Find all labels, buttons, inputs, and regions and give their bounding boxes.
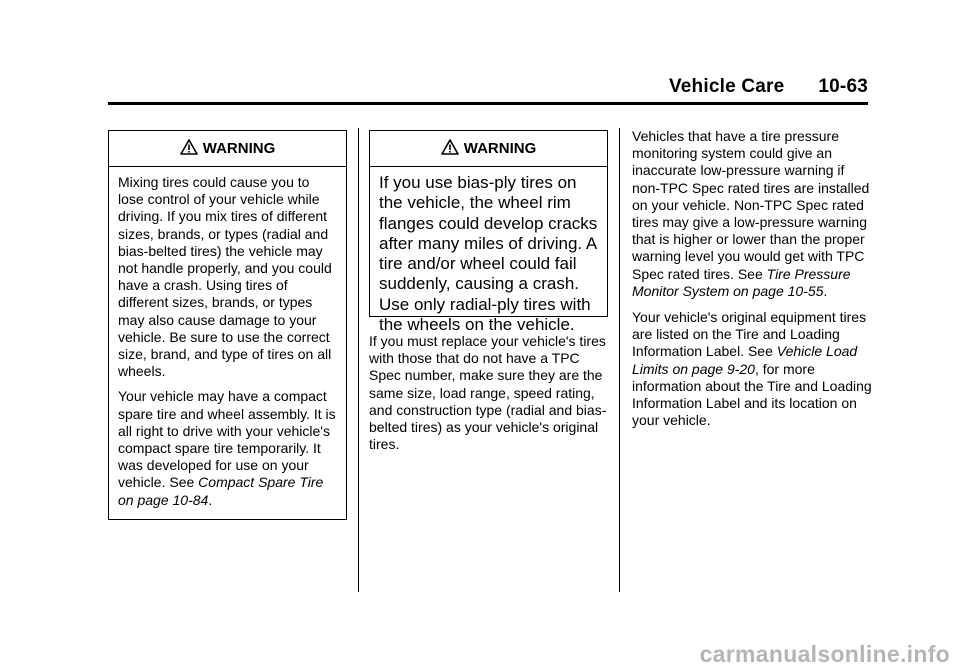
warning-box-1-body	[109, 167, 346, 509]
warning-box-2	[369, 130, 608, 335]
column-3-para-1-end: .	[823, 282, 828, 299]
section-title: Vehicle Care	[668, 76, 785, 97]
column-3-para-1-text: Vehicles that have a tire pressure monitoring system could give an inaccurate low-pressure warning if non-TPC Spec rated tires are installed on your vehicle. Non-TPC Spec rated tires may give a low-pressure warning that is higher or lower than the proper warning level you would get with TPC Spec rated tires. See	[632, 128, 870, 282]
warning-box-1	[108, 130, 347, 520]
column-3-text	[632, 128, 872, 438]
column-divider-2	[619, 128, 620, 592]
warning-box-2-heading	[370, 131, 607, 167]
warning-box-1-para-1: Mixing tires could cause you to lose control of your vehicle while driving. If you mix tires of different sizes, brands, or types (radial and bias-belted tires) the vehicle may not handle properly, and you could have a crash. Using tires of different sizes, brands, or types may also cause damage to your vehicle. Be sure to use the correct size, brand, and type of tires on all wheels.	[118, 174, 332, 380]
vehicle-load-limits-link[interactable]: Vehicle Load Limits on page 9-20	[632, 343, 858, 377]
tire-pressure-monitor-link[interactable]: Tire Pressure Monitor System on page 10-55	[632, 265, 851, 299]
header-rule	[108, 102, 868, 105]
compact-spare-tire-link[interactable]: Compact Spare Tire on page 10-84	[118, 474, 324, 508]
warning-box-2-text: If you use bias-ply tires on the vehicle, the wheel rim flanges could develop cracks after many miles of driving. A tire and/or wheel could fail suddenly, causing a crash. Use only radial-ply tires with the wheels on the vehicle.	[379, 173, 598, 335]
warning-box-1-para-2-text: Your vehicle may have a compact spare tire and wheel assembly. It is all right to drive with your vehicle's compact spare tire temporarily. It was developed for use on your vehicle. See	[118, 388, 336, 491]
warning-box-1-title: WARNING	[202, 140, 276, 157]
watermark: carmanualsonline.info	[699, 641, 950, 667]
warning-triangle-icon	[180, 139, 203, 159]
column-3-para-2	[632, 309, 872, 429]
page-number: 10-63	[818, 76, 868, 97]
warning-box-1-para-2-end: .	[208, 491, 213, 508]
warning-box-2-body	[370, 167, 607, 335]
column-2-para-1: If you must replace your vehicle's tires with those that do not have a TPC Spec number, make sure they are the same size, load range, speed rating, and construction type (radial and bias-belted tires) as your vehicle's original tires.	[369, 333, 607, 453]
column-3-para-1	[632, 128, 872, 300]
column-3-para-2-text: Your vehicle's original equipment tires are listed on the Tire and Loading Information Label. See	[632, 309, 867, 360]
warning-box-2-title: WARNING	[463, 140, 537, 157]
column-divider-1	[358, 128, 359, 592]
column-3-para-2-end: , for more information about the Tire and Loading Information Label and its location on your vehicle.	[632, 360, 872, 429]
warning-box-1-heading	[109, 131, 346, 167]
warning-triangle-icon	[441, 139, 464, 159]
column-2-text	[369, 333, 609, 462]
page-header	[669, 76, 868, 98]
warning-box-1-para-2	[118, 388, 338, 508]
